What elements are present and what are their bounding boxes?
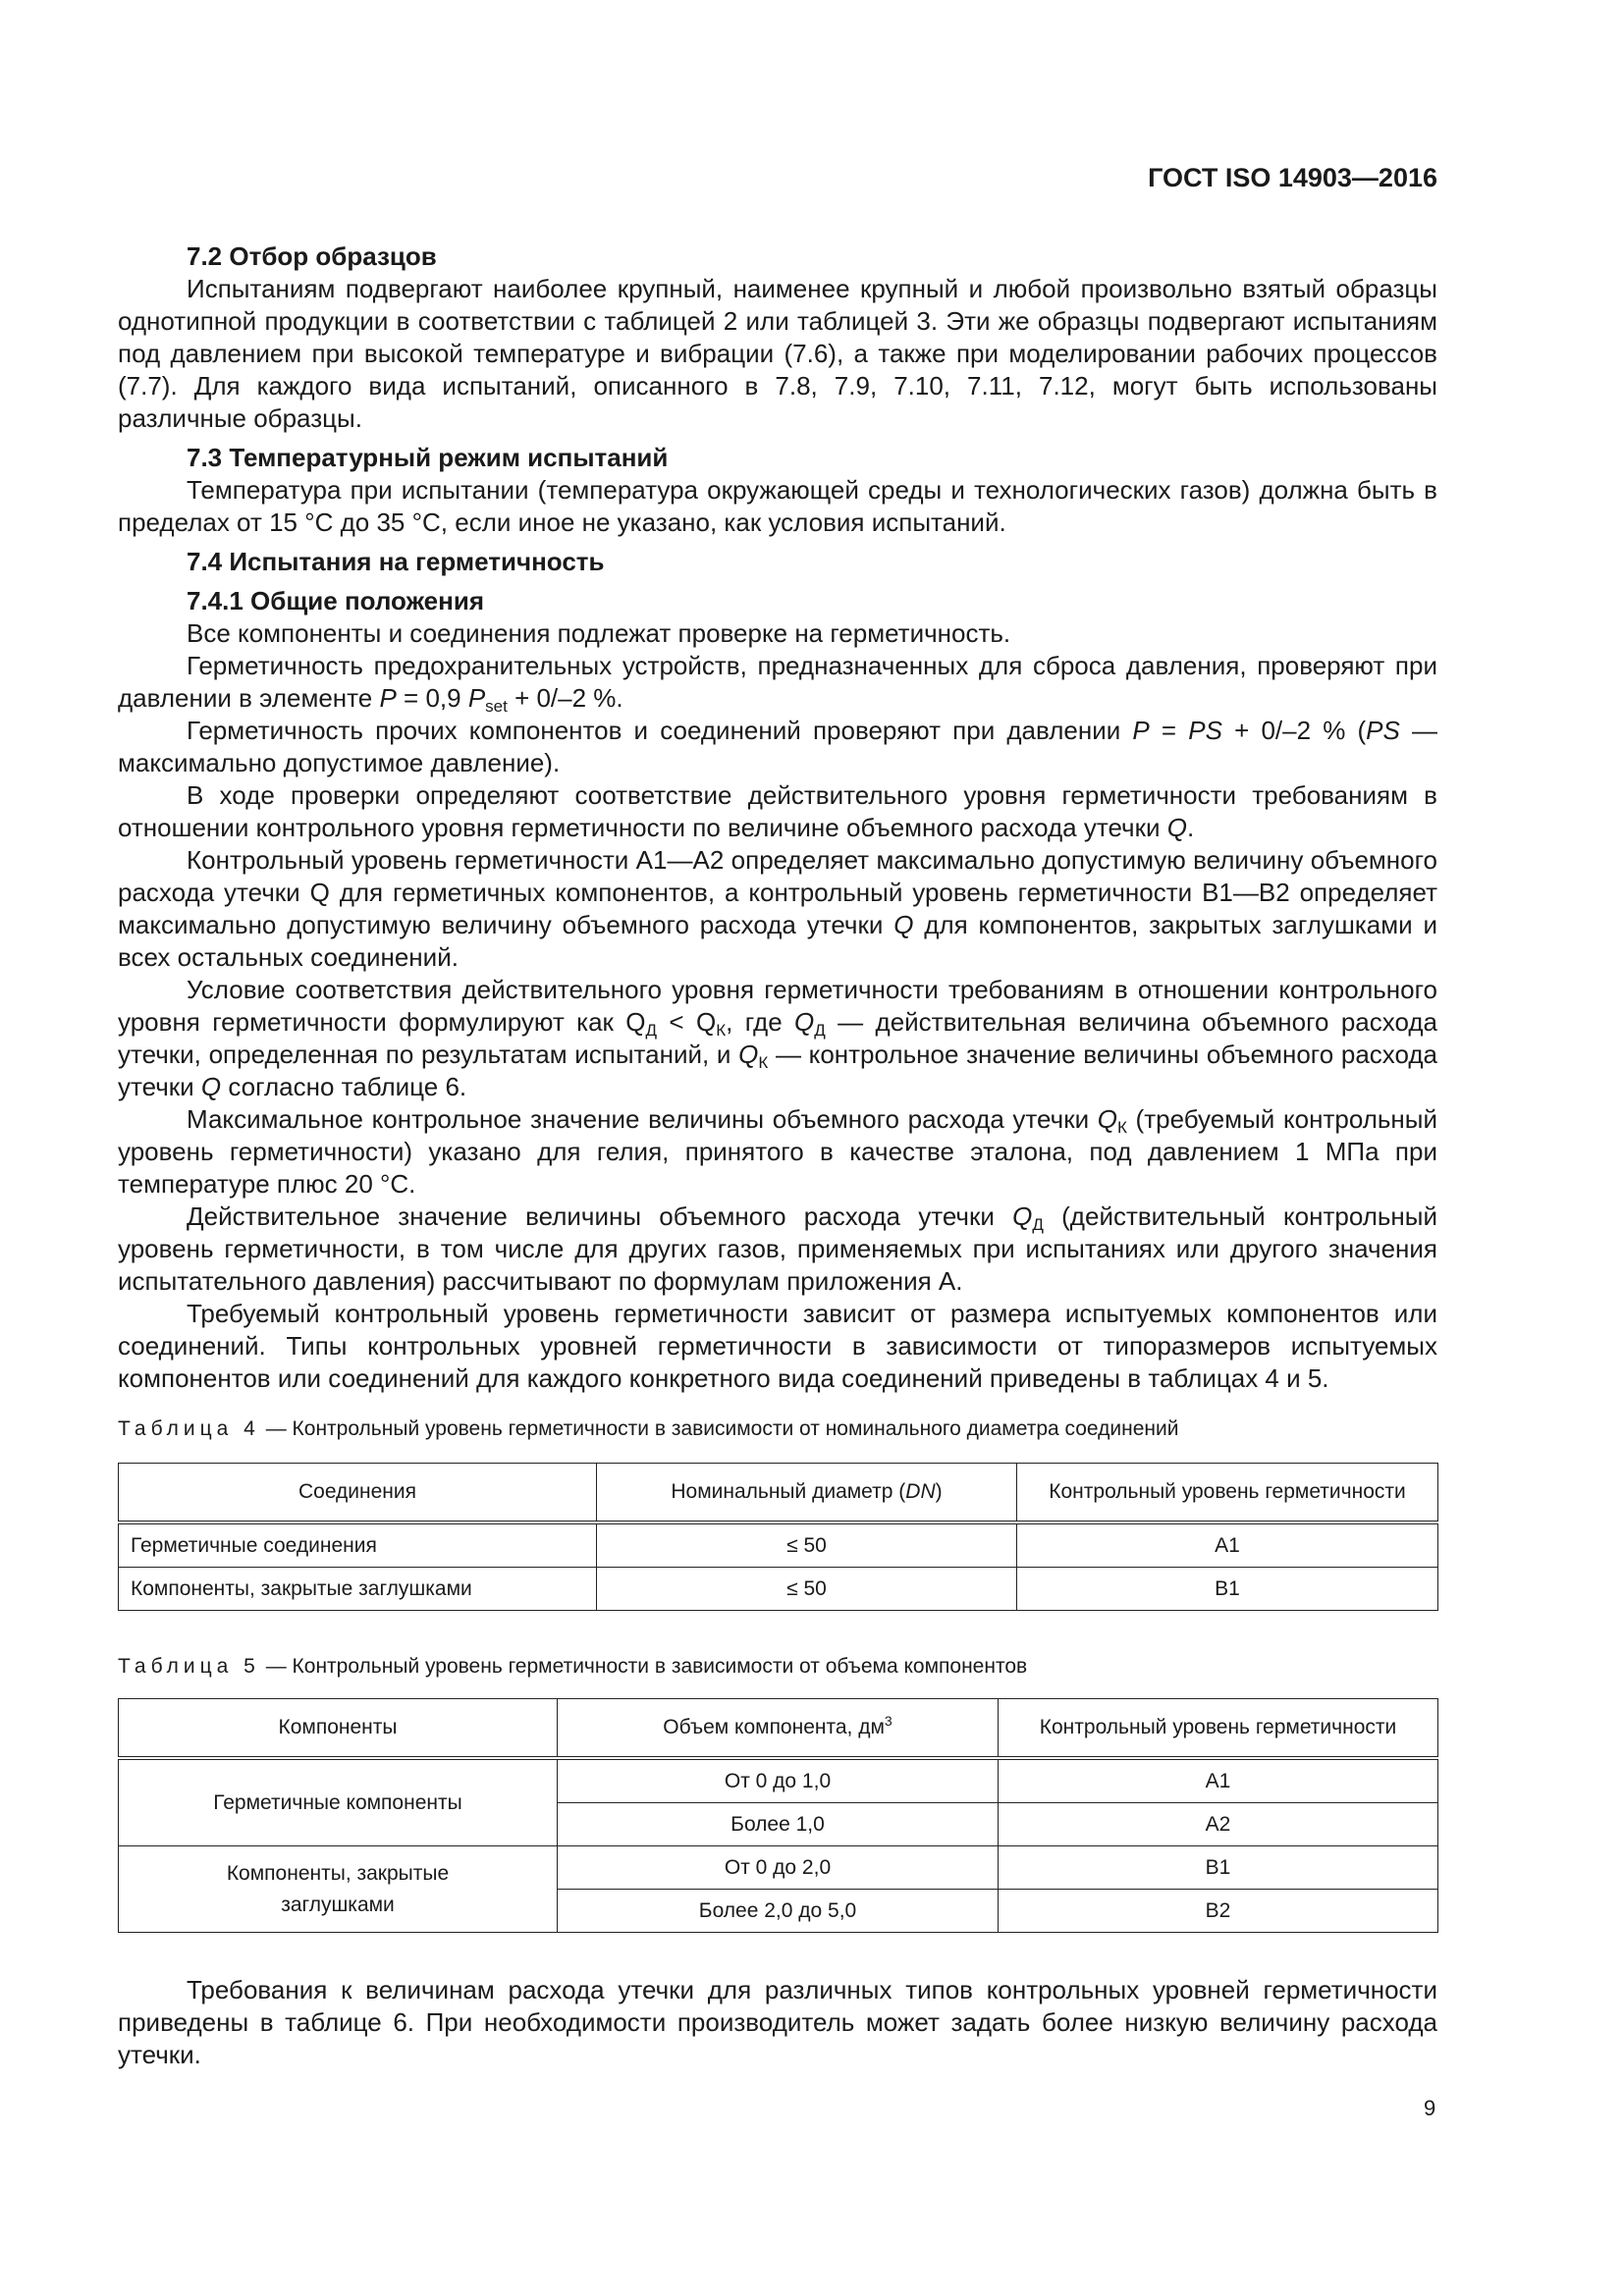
paragraph bbox=[118, 974, 1437, 1103]
text-run: Все компоненты и соединения подлежат проверке на герметичность. bbox=[187, 618, 1011, 648]
header-text: Номинальный диаметр ( bbox=[671, 1480, 906, 1503]
paragraph bbox=[118, 650, 1437, 715]
table-cell: Герметичные соединения bbox=[119, 1522, 597, 1568]
header-text: ) bbox=[935, 1480, 943, 1503]
text-run: = bbox=[1149, 716, 1189, 745]
table-header-row bbox=[119, 1699, 1438, 1759]
column-header: Контрольный уровень герметичности bbox=[1017, 1464, 1438, 1523]
text-run: (действительный контрольный уровень герметичности, в том числе для других газов, применяемых при испытаниях или другого значения испытательного давления) рассчитывают по формулам приложения А. bbox=[118, 1201, 1437, 1296]
table-cell: В1 bbox=[1017, 1568, 1438, 1611]
text-run: Температура при испытании (температура окружающей среды и технологических газов) должна быть в пределах от 15 °C до 35 °C, если иное не указано, как условия испытаний. bbox=[118, 475, 1437, 537]
text-run: согласно таблице 6. bbox=[221, 1072, 467, 1101]
table-cell: Компоненты, закрытые заглушками bbox=[119, 1846, 558, 1933]
table-cell: А2 bbox=[999, 1803, 1438, 1846]
subscript: Д bbox=[1032, 1215, 1044, 1234]
text-run: Герметичность предохранительных устройств, предназначенных для сброса давления, проверяют при давлении в элементе bbox=[118, 651, 1437, 713]
paragraph bbox=[118, 1201, 1437, 1298]
caption-text: — Контрольный уровень герметичности в зависимости от объема компонентов bbox=[259, 1655, 1028, 1678]
table-cell: В2 bbox=[999, 1890, 1438, 1933]
text-run: — действительная величина объемного расхода утечки, определенная по результатам испытаний, и bbox=[118, 1007, 1437, 1069]
paragraph bbox=[118, 273, 1437, 435]
column-header bbox=[597, 1464, 1017, 1523]
subscript: set bbox=[485, 697, 508, 716]
caption-text: — Контрольный уровень герметичности в зависимости от номинального диаметра соединений bbox=[259, 1417, 1179, 1440]
paragraph bbox=[118, 715, 1437, 779]
text-run: = 0,9 bbox=[396, 683, 468, 713]
table-cell: Компоненты, закрытые заглушками bbox=[119, 1568, 597, 1611]
text-run: В ходе проверки определяют соответствие действительного уровня герметичности требованиям в отношении контрольного уровня герметичности по величине объемного расхода утечки bbox=[118, 780, 1437, 842]
italic-symbol: Q bbox=[893, 910, 914, 939]
table-cell: От 0 до 2,0 bbox=[558, 1846, 999, 1890]
table-cell: А1 bbox=[1017, 1522, 1438, 1568]
text-run: Герметичность прочих компонентов и соединений проверяют при давлении bbox=[187, 716, 1133, 745]
text-run: — максимально допустимое давление). bbox=[118, 716, 1437, 777]
italic-symbol: Q bbox=[200, 1072, 222, 1101]
caption-label: Таблица 5 bbox=[118, 1655, 260, 1678]
paragraph: Требования к величинам расхода утечки для различных типов контрольных уровней герметичности приведены в таблице 6. При необходимости производитель может задать более низкую величину расхода утечки. bbox=[118, 1975, 1437, 2069]
header-text: Объем компонента, дм bbox=[663, 1716, 885, 1738]
header-superscript: 3 bbox=[884, 1713, 893, 1729]
text-run: Условие соответствия действительного уровня герметичности требованиям в отношении контрольного уровня герметичности формулируют как Q bbox=[118, 975, 1437, 1037]
text-run: Максимальное контрольное значение величины объемного расхода утечки bbox=[187, 1104, 1098, 1134]
table-row bbox=[119, 1846, 1438, 1890]
italic-symbol: P bbox=[467, 683, 486, 713]
text-run: для компонентов, закрытых заглушками и всех остальных соединений. bbox=[118, 910, 1437, 972]
text-run: , где bbox=[726, 1007, 795, 1037]
text-run: Испытаниям подвергают наиболее крупный, наименее крупный и любой произвольно взятый образцы однотипной продукции в соответствии с таблицей 2 или таблицей 3. Эти же образцы подвергают испытаниям под давлением при высокой температуре и вибрации (7.6), а также при моделировании рабочих процессов (7.7). Для каждого вида испытаний, описанного в 7.8, 7.9, 7.10, 7.11, 7.12, могут быть использованы различные образцы. bbox=[118, 274, 1437, 433]
section-heading: 7.2 Отбор образцов bbox=[187, 241, 437, 271]
table-5 bbox=[118, 1698, 1438, 1933]
caption-label: Таблица 4 bbox=[118, 1417, 260, 1440]
text-run: Контрольный уровень герметичности А1—А2 определяет максимально допустимую величину объемного расхода утечки Q для герметичных компонентов, а контрольный уровень герметичности В1—В2 определяет максимально допустимую величину объемного расхода утечки bbox=[118, 845, 1437, 939]
section-heading: 7.3 Температурный режим испытаний bbox=[187, 443, 669, 472]
text-run: . bbox=[1186, 813, 1195, 842]
body-text bbox=[118, 234, 1437, 1395]
table-cell: ≤ 50 bbox=[597, 1522, 1017, 1568]
paragraph bbox=[118, 1298, 1437, 1395]
column-header bbox=[558, 1699, 999, 1759]
table-header-row bbox=[119, 1464, 1438, 1523]
text-run: + 0/–2 % ( bbox=[1221, 716, 1367, 745]
italic-symbol: Q bbox=[738, 1040, 759, 1069]
section-heading: 7.4 Испытания на герметичность bbox=[187, 547, 605, 576]
table-cell: Герметичные компоненты bbox=[119, 1758, 558, 1846]
column-header: Компоненты bbox=[119, 1699, 558, 1759]
italic-symbol: P bbox=[379, 683, 397, 713]
column-header: Соединения bbox=[119, 1464, 597, 1523]
table-cell: Более 1,0 bbox=[558, 1803, 999, 1846]
italic-symbol: Q bbox=[794, 1007, 815, 1037]
subscript: К bbox=[716, 1021, 727, 1040]
table-cell: А1 bbox=[999, 1758, 1438, 1803]
page-number: 9 bbox=[1424, 2096, 1436, 2120]
table-4 bbox=[118, 1463, 1438, 1611]
header-text: DN bbox=[905, 1480, 936, 1503]
text-run: (требуемый контрольный уровень герметичности) указано для гелия, принятого в качестве эталона, под давлением 1 МПа при температуре плюс 20 °C. bbox=[118, 1104, 1437, 1199]
paragraph bbox=[118, 779, 1437, 844]
paragraph bbox=[118, 474, 1437, 539]
italic-symbol: Q bbox=[1012, 1201, 1033, 1231]
column-header: Контрольный уровень герметичности bbox=[999, 1699, 1438, 1759]
table-cell: Более 2,0 до 5,0 bbox=[558, 1890, 999, 1933]
table-cell: ≤ 50 bbox=[597, 1568, 1017, 1611]
table-cell: В1 bbox=[999, 1846, 1438, 1890]
subscript: Д bbox=[645, 1021, 658, 1040]
document-header: ГОСТ ISO 14903—2016 bbox=[1148, 163, 1437, 192]
italic-symbol: Q bbox=[1097, 1104, 1117, 1134]
text-run: < Q bbox=[657, 1007, 717, 1037]
italic-symbol: PS bbox=[1366, 716, 1400, 745]
subscript: К bbox=[758, 1053, 769, 1072]
table-cell: От 0 до 1,0 bbox=[558, 1758, 999, 1803]
table-4-caption bbox=[118, 1417, 1178, 1441]
subscript: К bbox=[1116, 1118, 1127, 1137]
paragraph bbox=[118, 844, 1437, 974]
text-run: + 0/–2 %. bbox=[507, 683, 623, 713]
italic-symbol: Q bbox=[1166, 813, 1187, 842]
paragraph bbox=[118, 617, 1437, 650]
italic-symbol: P bbox=[1132, 716, 1150, 745]
table-5-caption bbox=[118, 1655, 1027, 1679]
paragraph bbox=[118, 1103, 1437, 1201]
subscript: Д bbox=[814, 1021, 826, 1040]
table-row bbox=[119, 1758, 1438, 1803]
table-row bbox=[119, 1568, 1438, 1611]
subsection-heading: 7.4.1 Общие положения bbox=[187, 586, 484, 615]
italic-symbol: PS bbox=[1188, 716, 1222, 745]
table-row bbox=[119, 1522, 1438, 1568]
text-run: — контрольное значение величины объемного расхода утечки bbox=[118, 1040, 1438, 1101]
text-run: Требуемый контрольный уровень герметичности зависит от размера испытуемых компонентов или соединений. Типы контрольных уровней герметичности в зависимости от типоразмеров испытуемых компонентов или соединений для каждого конкретного вида соединений приведены в таблицах 4 и 5. bbox=[118, 1299, 1437, 1393]
text-run: Действительное значение величины объемного расхода утечки bbox=[187, 1201, 1013, 1231]
